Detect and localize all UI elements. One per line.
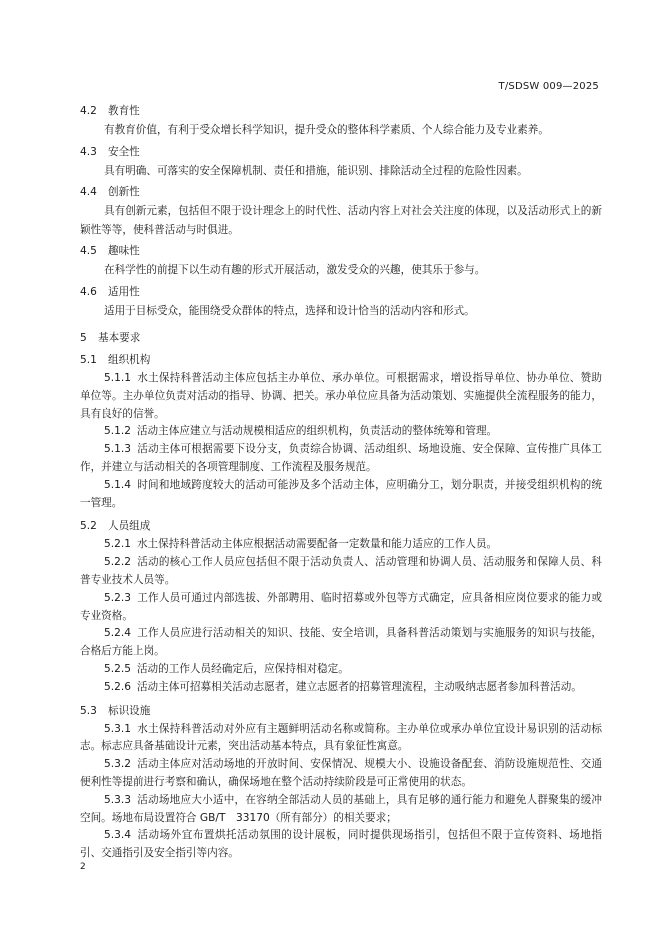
clause-title: 教育性 — [108, 105, 140, 117]
clause-number: 4.3 — [80, 145, 97, 158]
clause-title: 人员组成 — [108, 520, 151, 533]
subclause-number: 5.3.2 — [104, 758, 131, 771]
subclause-number: 5.2.1 — [104, 538, 131, 551]
subclause-text: 时间和地域跨度较大的活动可能涉及多个活动主体，应明确分工，划分职责，并接受组织机构的统一管理。 — [80, 478, 602, 509]
subclause — [80, 554, 602, 590]
clause-paragraph: 具有创新元素，包括但不限于设计理念上的时代性、活动内容上对社会关注度的体现，以及活动形式上的新颖性等等，使科普活动与时俱进。 — [80, 205, 602, 236]
subclause — [80, 625, 602, 661]
subclause — [80, 590, 602, 626]
subclause-text: 工作人员应进行活动相关的知识、技能、安全培训，具备科普活动策划与实施服务的知识与技能，合格后方能上岗。 — [80, 627, 602, 658]
subclause — [80, 792, 602, 828]
subclause-number: 5.2.4 — [104, 627, 131, 640]
clause-heading — [80, 351, 602, 370]
clause-paragraph: 在科学性的前提下以生动有趣的形式开展活动，激发受众的兴趣，使其乐于参与。 — [104, 264, 486, 276]
clause-heading — [80, 242, 602, 261]
subclause-number: 5.2.5 — [104, 662, 131, 675]
subclause-text: 工作人员可通过内部选拔、外部聘用、临时招募或外包等方式确定，应具备相应岗位要求的能力或专业资格。 — [80, 591, 602, 622]
subclause-text: 活动主体应对活动场地的开放时间、安保情况、规模大小、设施设备配套、消防设施规范性、交通便利性等提前进行考察和确认，确保场地在整个活动持续阶段是可正常使用的状态。 — [80, 758, 602, 788]
clause-title: 创新性 — [108, 186, 140, 198]
clause-title: 组织机构 — [108, 354, 151, 366]
subclause — [80, 477, 602, 513]
subclause-number: 5.3.3 — [104, 793, 131, 806]
clause-paragraph: 有教育价值，有利于受众增长科学知识，提升受众的整体科学素质、个人综合能力及专业素养。 — [104, 124, 549, 136]
subclause-number: 5.3.1 — [104, 722, 131, 735]
clause-title: 趣味性 — [108, 245, 140, 257]
subclause-number: 5.2.6 — [104, 680, 131, 693]
section-title: 基本要求 — [98, 332, 141, 344]
clause-title: 标识设施 — [108, 704, 151, 717]
subclause — [80, 679, 602, 697]
clause-heading — [80, 283, 602, 302]
clause-title: 适用性 — [108, 285, 140, 298]
subclause-number: 5.2.3 — [104, 591, 131, 604]
subclause-text: 活动场地应大小适中，在容纳全部活动人员的基础上，具有足够的通行能力和避免人群聚集的缓冲空间。场地布局设置符合 GB/T 33170（所有部分）的相关要求； — [80, 793, 602, 824]
subclause — [80, 423, 602, 441]
subclause — [80, 721, 602, 757]
clause-paragraph: 具有明确、可落实的安全保障机制、责任和措施，能识别、排除活动全过程的危险性因素。 — [104, 164, 528, 177]
clause-paragraph: 适用于目标受众，能围绕受众群体的特点，选择和设计恰当的活动内容和形式。 — [104, 304, 475, 317]
page-number: 2 — [80, 862, 86, 872]
section-heading — [80, 329, 602, 348]
subclause-text: 活动主体可根据需要下设分支，负责综合协调、活动组织、场地设施、安全保障、宣传推广具体工作，并建立与活动相关的各项管理制度、工作流程及服务规范。 — [80, 443, 602, 473]
section-number: 5 — [80, 332, 87, 344]
subclause-number: 5.1.4 — [104, 478, 131, 491]
subclause-text: 活动的核心工作人员应包括但不限于活动负责人、活动管理和协调人员、活动服务和保障人员、科普专业技术人员等。 — [80, 556, 602, 586]
subclause — [80, 536, 602, 554]
clause-heading — [80, 183, 602, 202]
clause-number: 5.1 — [80, 354, 97, 366]
subclause-number: 5.1.2 — [104, 425, 131, 438]
subclause-number: 5.2.2 — [104, 556, 131, 569]
subclause — [80, 661, 602, 679]
subclause-text: 活动的工作人员经确定后，应保持相对稳定。 — [136, 662, 349, 675]
subclause-number: 5.3.4 — [104, 829, 131, 842]
clause-title: 安全性 — [108, 145, 140, 158]
clause-number: 5.2 — [80, 520, 97, 533]
subclause — [80, 756, 602, 792]
clause-heading — [80, 143, 602, 162]
clause-heading — [80, 517, 602, 536]
document-id: T/SDSW 009—2025 — [498, 81, 599, 92]
clause-number: 5.3 — [80, 704, 97, 717]
subclause-text: 水土保持科普活动主体应根据活动需要配备一定数量和能力适应的工作人员。 — [136, 538, 498, 551]
subclause-text: 活动主体应建立与活动规模相适应的组织机构，负责活动的整体统筹和管理。 — [136, 425, 498, 438]
clause-number: 4.4 — [80, 186, 97, 198]
document-body — [80, 102, 602, 863]
clause-number: 4.2 — [80, 105, 97, 117]
subclause-number: 5.1.3 — [104, 443, 131, 456]
subclause-number: 5.1.1 — [104, 372, 131, 384]
subclause — [80, 441, 602, 477]
subclause-text: 活动场外宜布置烘托活动氛围的设计展板，同时提供现场指引，包括但不限于宣传资料、场地指引、交通指引及安全指引等内容。 — [80, 829, 602, 860]
subclause-text: 水土保持科普活动主体应包括主办单位、承办单位。可根据需求，增设指导单位、协办单位、赞助单位等。主办单位负责对活动的指导、协调、把关。承办单位应具备为活动策划、实施提供全流程服务的能力，具有良好的信誉。 — [80, 372, 602, 420]
subclause-text: 活动主体可招募相关活动志愿者，建立志愿者的招募管理流程，主动吸纳志愿者参加科普活动。 — [136, 680, 582, 693]
subclause — [80, 370, 602, 423]
subclause-text: 水土保持科普活动对外应有主题鲜明活动名称或简称。主办单位或承办单位宜设计易识别的活动标志。标志应具备基础设计元素，突出活动基本特点，具有象征性寓意。 — [80, 722, 602, 753]
clause-heading — [80, 702, 602, 721]
subclause — [80, 827, 602, 863]
clause-number: 4.5 — [80, 245, 97, 257]
clause-number: 4.6 — [80, 285, 97, 298]
clause-heading — [80, 102, 602, 121]
